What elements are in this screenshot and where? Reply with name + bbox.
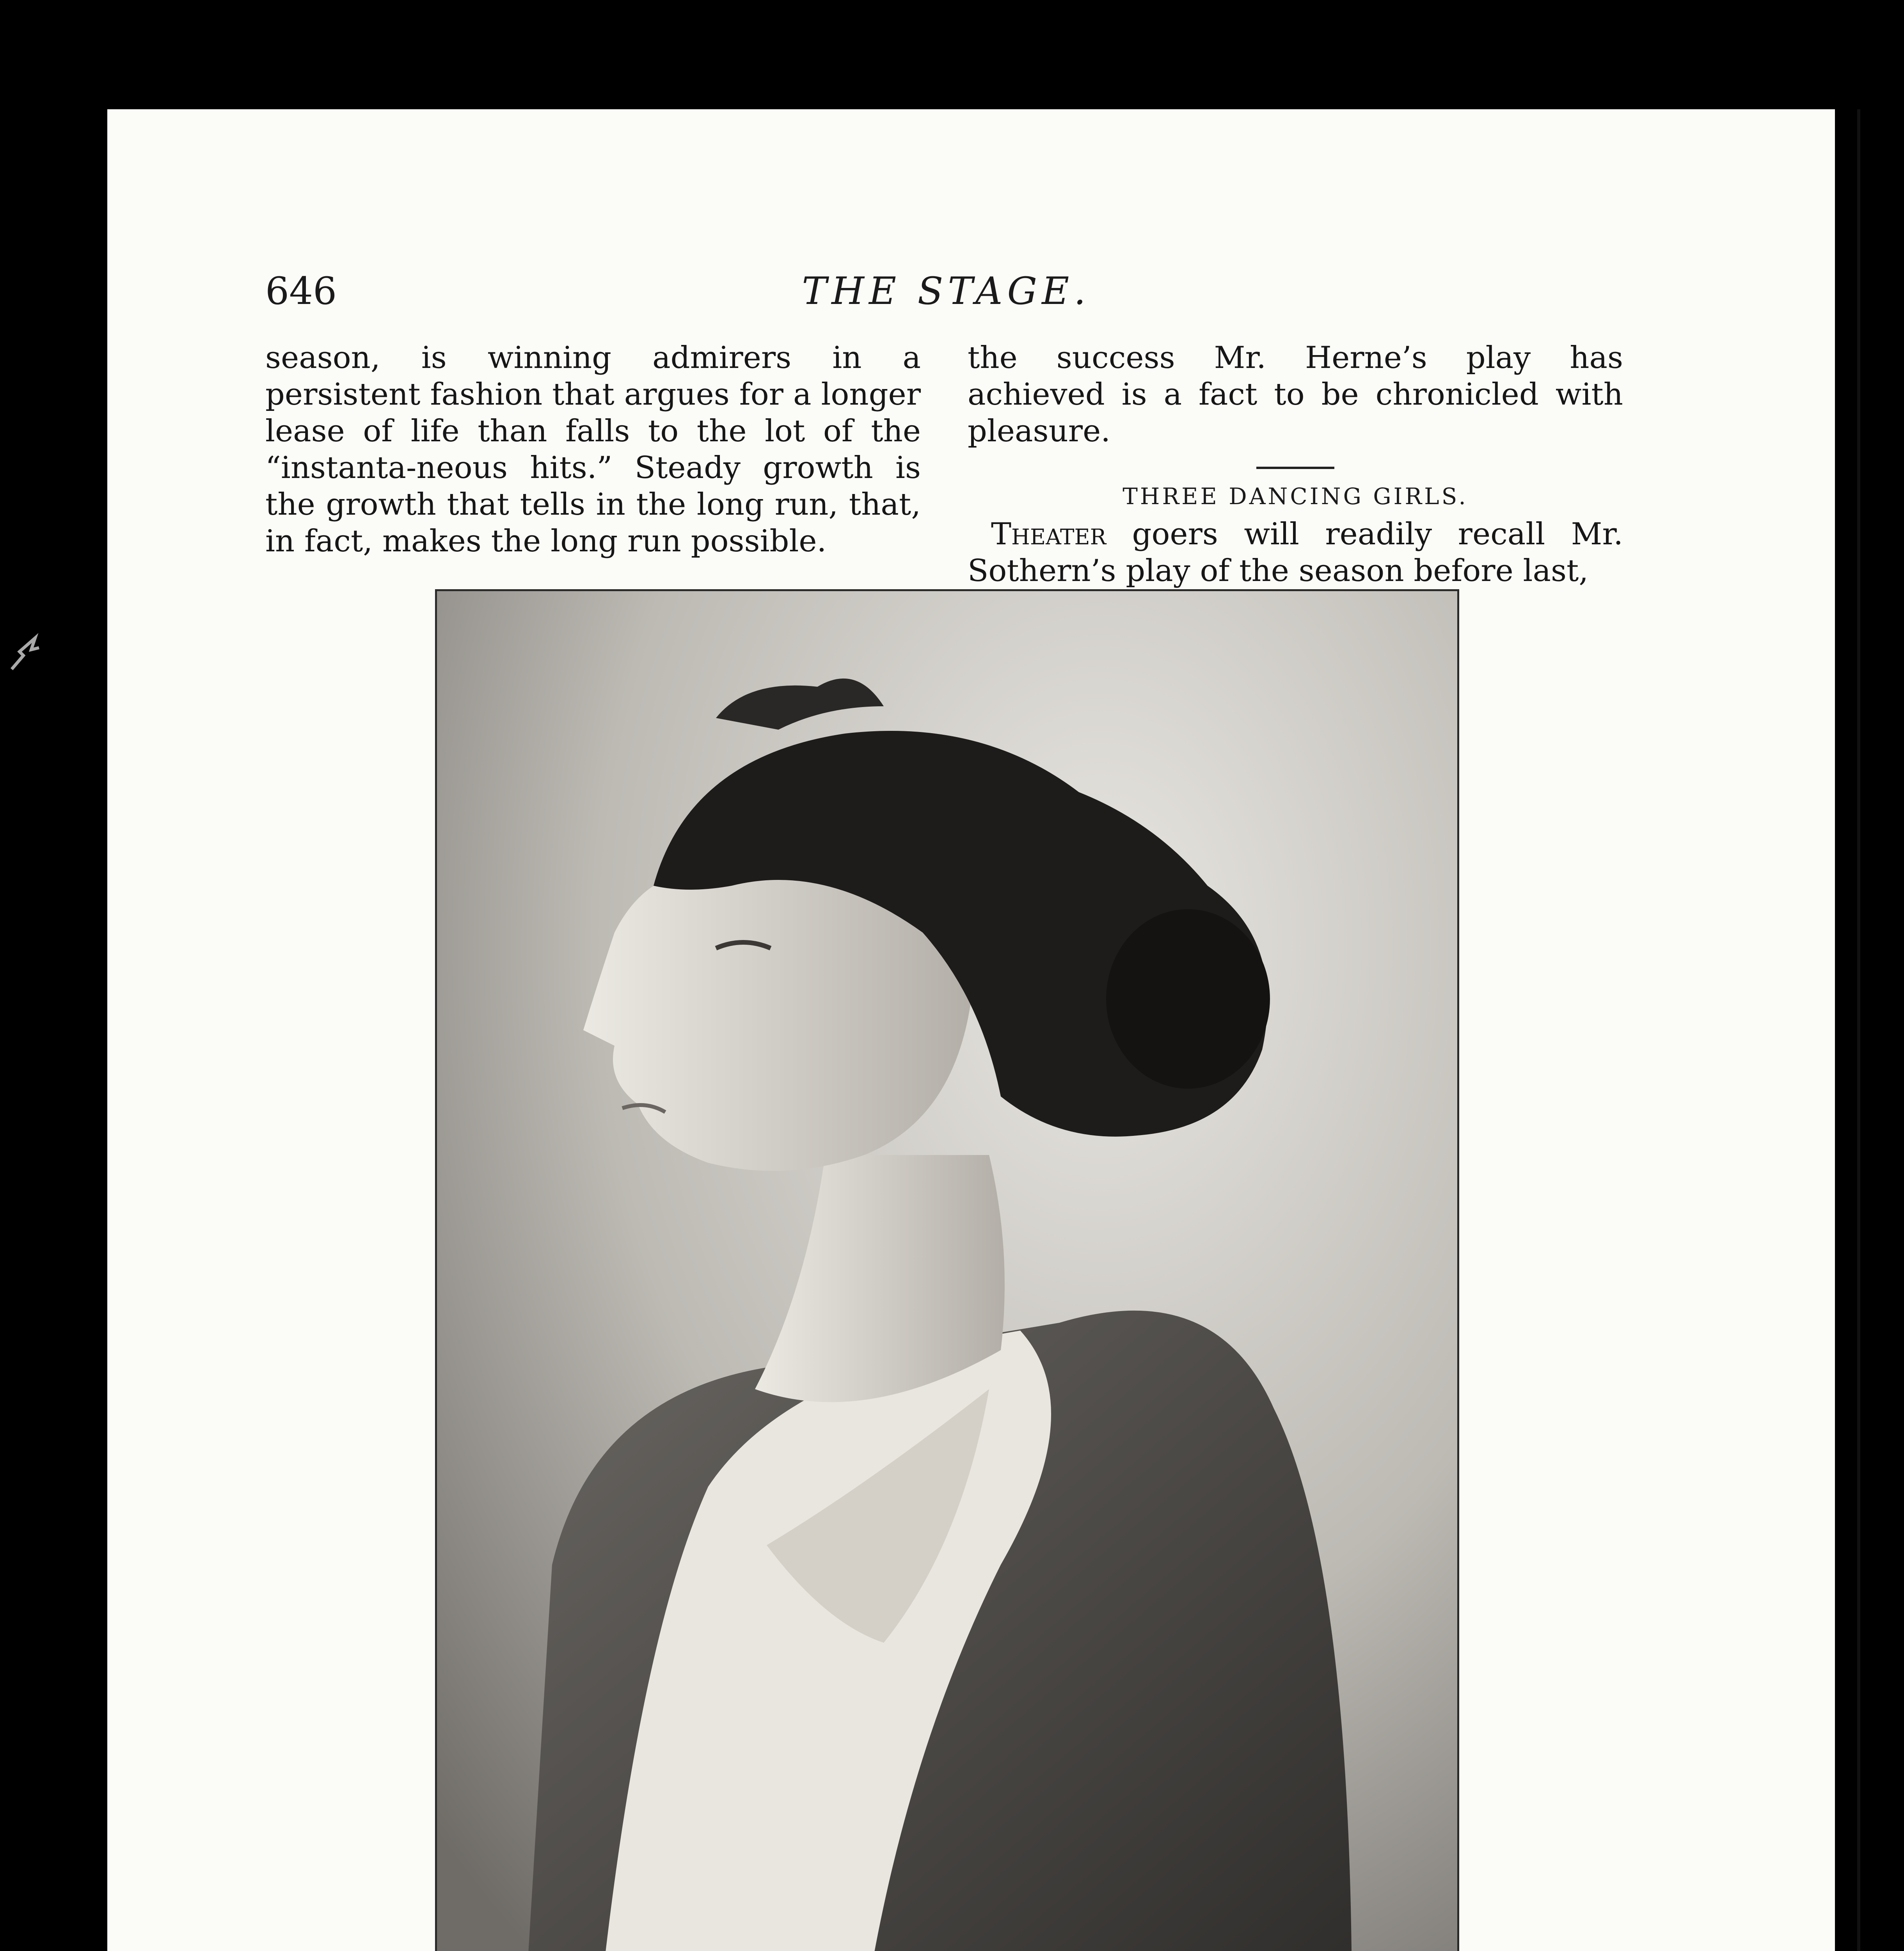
- page-number: 646: [265, 269, 337, 313]
- facing-page-edge: [1857, 109, 1860, 1951]
- opening-word: Theater: [991, 517, 1107, 552]
- portrait-photograph: [435, 589, 1459, 1951]
- running-head: [265, 269, 1627, 312]
- column-top-right: [968, 339, 1623, 589]
- column-top-left: [265, 339, 921, 560]
- publication-title: THE STAGE.: [802, 269, 1091, 313]
- paragraph: [968, 516, 1623, 589]
- paragraph: the success Mr. Herne’s play has achieved is a fact to be chronicled with pleasure.: [968, 340, 1623, 449]
- paragraph: season, is winning admirers in a persistent fashion that argues for a longer lease of life than falls to the lot of the “instanta-neous hits.” Steady growth is the growth that tells in the long run, that, in fact, makes the long run possible.: [265, 340, 921, 559]
- margin-mark: [8, 632, 43, 675]
- section-heading: THREE DANCING GIRLS.: [1123, 483, 1468, 510]
- section-divider: [1256, 467, 1334, 469]
- paragraph-text: goers will readily recall Mr. Sothern’s play of the season before last,: [968, 517, 1623, 588]
